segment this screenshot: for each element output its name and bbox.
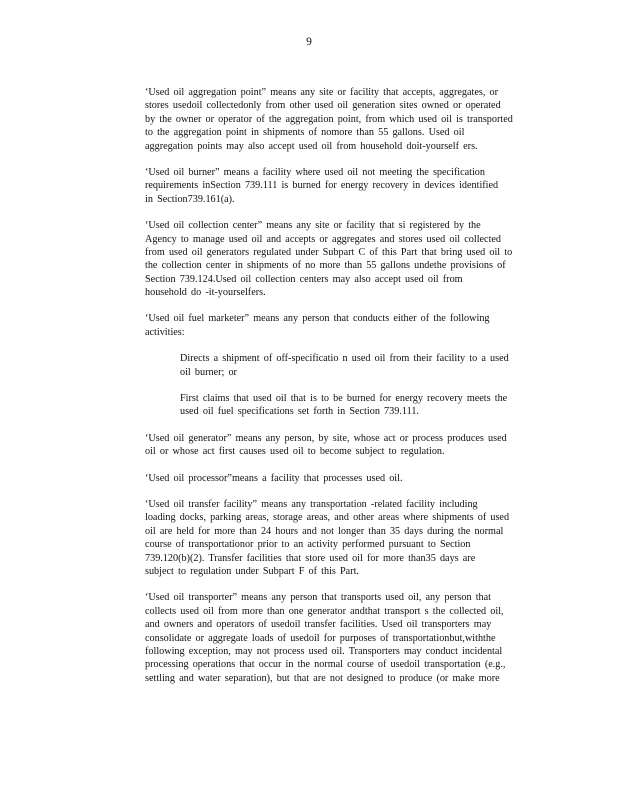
text-line: oil or whose act first causes used oil to become subject to regulation. xyxy=(145,446,445,458)
text-line: ‘Used oil collection center” means any site or facility that si registered by the xyxy=(145,220,481,232)
text-line: ‘Used oil burner” means a facility where used oil not meeting the specification xyxy=(145,166,485,178)
document-body xyxy=(145,86,549,698)
text-line: activities: xyxy=(145,326,185,338)
text-line: subject to regulation under Subpart F of this Part. xyxy=(145,565,359,577)
text-line: Directs a shipment of off-specificatio n used oil from their facility to a used xyxy=(180,353,509,365)
definition-paragraph xyxy=(145,219,549,299)
text-line: aggregation points may also accept used oil from household doit-yourself ers. xyxy=(145,140,478,152)
text-line: First claims that used oil that is to be burned for energy recovery meets the xyxy=(180,393,508,405)
definition-paragraph xyxy=(145,432,549,459)
text-line: to the aggregation point in shipments of nomore than 55 gallons. Used oil xyxy=(145,127,465,139)
text-line: requirements inSection 739.111 is burned for energy recovery in devices identified xyxy=(145,180,499,192)
text-line: stores usedoil collectedonly from other used oil generation sites owned or operated xyxy=(145,100,501,112)
definition-paragraph xyxy=(145,498,549,578)
definition-paragraph xyxy=(145,472,549,485)
text-line: from used oil generators regulated under Subpart C of this Part that bring used oil to xyxy=(145,246,513,258)
text-line: ‘Used oil transfer facility” means any transportation -related facility including xyxy=(145,498,478,510)
text-line: ‘Used oil processor”means a facility that processes used oil. xyxy=(145,472,403,484)
text-line: loading docks, parking areas, storage areas, and other areas where shipments of used xyxy=(145,512,510,524)
definition-paragraph xyxy=(145,166,549,206)
text-line: by the owner or operator of the aggregation point, from which used oil is transported xyxy=(145,113,513,125)
text-line: used oil fuel specifications set forth in Section 739.111. xyxy=(180,406,419,418)
text-line: and owners and operators of usedoil transfer facilities. Used oil transporters may xyxy=(145,619,492,631)
text-line: ‘Used oil generator” means any person, by site, whose act or process produces used xyxy=(145,432,507,444)
text-line: the collection center in shipments of no more than 55 gallons undethe provisions of xyxy=(145,260,506,272)
text-line: collects used oil from more than one generator andthat transport s the collected oil, xyxy=(145,605,504,617)
text-line: household do -it-yourselfers. xyxy=(145,287,266,299)
page-number: 9 xyxy=(306,36,312,48)
text-line: ‘Used oil fuel marketer” means any person that conducts either of the following xyxy=(145,313,490,325)
definition-paragraph xyxy=(145,591,549,685)
text-line: in Section739.161(a). xyxy=(145,193,235,205)
definition-paragraph xyxy=(145,312,549,339)
text-line: oil burner; or xyxy=(180,366,237,378)
text-line: Section 739.124.Used oil collection centers may also accept used oil from xyxy=(145,273,463,285)
definition-paragraph xyxy=(145,86,549,153)
text-line: processing operations that occur in the normal course of usedoil transportation (e.g., xyxy=(145,659,506,671)
text-line: following exception, may not process used oil. Transporters may conduct incidental xyxy=(145,645,503,657)
text-line: oil are held for more than 24 hours and not longer than 35 days during the normal xyxy=(145,525,504,537)
indented-paragraph xyxy=(180,352,549,379)
text-line: settling and water separation), but that are not designed to produce (or make more xyxy=(145,672,500,684)
text-line: ‘Used oil transporter” means any person that transports used oil, any person that xyxy=(145,592,491,604)
text-line: course of transportationor prior to an activity performed pursuant to Section xyxy=(145,539,471,551)
text-line: consolidate or aggregate loads of usedoil for purposes of transportationbut,withthe xyxy=(145,632,496,644)
text-line: ‘Used oil aggregation point” means any site or facility that accepts, aggregates, or xyxy=(145,87,499,98)
text-line: Agency to manage used oil and accepts or aggregates and stores used oil collected xyxy=(145,233,502,245)
indented-paragraph xyxy=(180,392,549,419)
text-line: 739.120(b)(2). Transfer facilities that store used oil for more than35 days are xyxy=(145,552,476,564)
